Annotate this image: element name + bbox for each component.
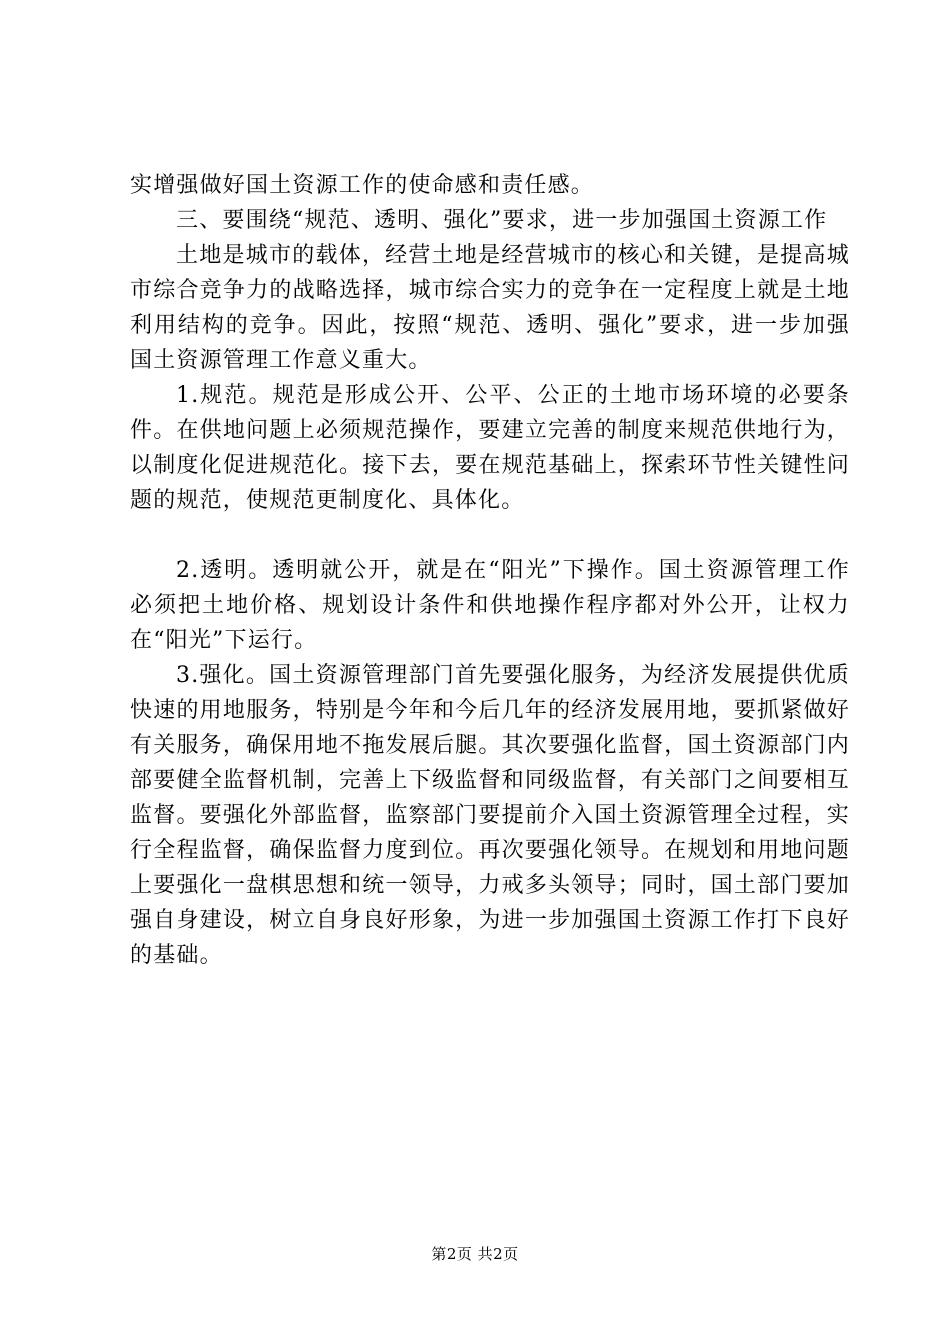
paragraph-item-1: 1.规范。规范是形成公开、公平、公正的土地市场环境的必要条件。在供地问题上必须规范操作，要建立完善的制度来规范供地行为，以制度化促进规范化。接下去，要在规范基础上，探索环节性关键性问题的规范，使规范更制度化、具体化。 (130, 383, 850, 513)
paragraph-item-2: 2.透明。透明就公开，就是在“阳光”下操作。国土资源管理工作必须把土地价格、规划设计条件和供地操作程序都对外公开，让权力在“阳光”下运行。 (130, 558, 850, 653)
page-footer: 第2页 共2页 (431, 1245, 519, 1263)
paragraph-continuation: 实增强做好国土资源工作的使命感和责任感。 (130, 173, 595, 198)
document-body (130, 168, 850, 973)
paragraph-intro: 土地是城市的载体，经营土地是经营城市的核心和关键，是提高城市综合竞争力的战略选择，城市综合实力的竞争在一定程度上就是土地利用结构的竞争。因此，按照“规范、透明、强化”要求，进一步加强国土资源管理工作意义重大。 (130, 243, 850, 373)
paragraph-item-3: 3.强化。国土资源管理部门首先要强化服务，为经济发展提供优质快速的用地服务，特别是今年和今后几年的经济发展用地，要抓紧做好有关服务，确保用地不拖发展后腿。其次要强化监督，国土资源部门内部要健全监督机制，完善上下级监督和同级监督，有关部门之间要相互监督。要强化外部监督，监察部门要提前介入国土资源管理全过程，实行全程监督，确保监督力度到位。再次要强化领导。在规划和用地问题上要强化一盘棋思想和统一领导，力戒多头领导；同时，国土部门要加强自身建设，树立自身良好形象，为进一步加强国土资源工作打下良好的基础。 (130, 663, 850, 968)
section-heading: 三、要围绕“规范、透明、强化”要求，进一步加强国土资源工作 (176, 208, 828, 233)
